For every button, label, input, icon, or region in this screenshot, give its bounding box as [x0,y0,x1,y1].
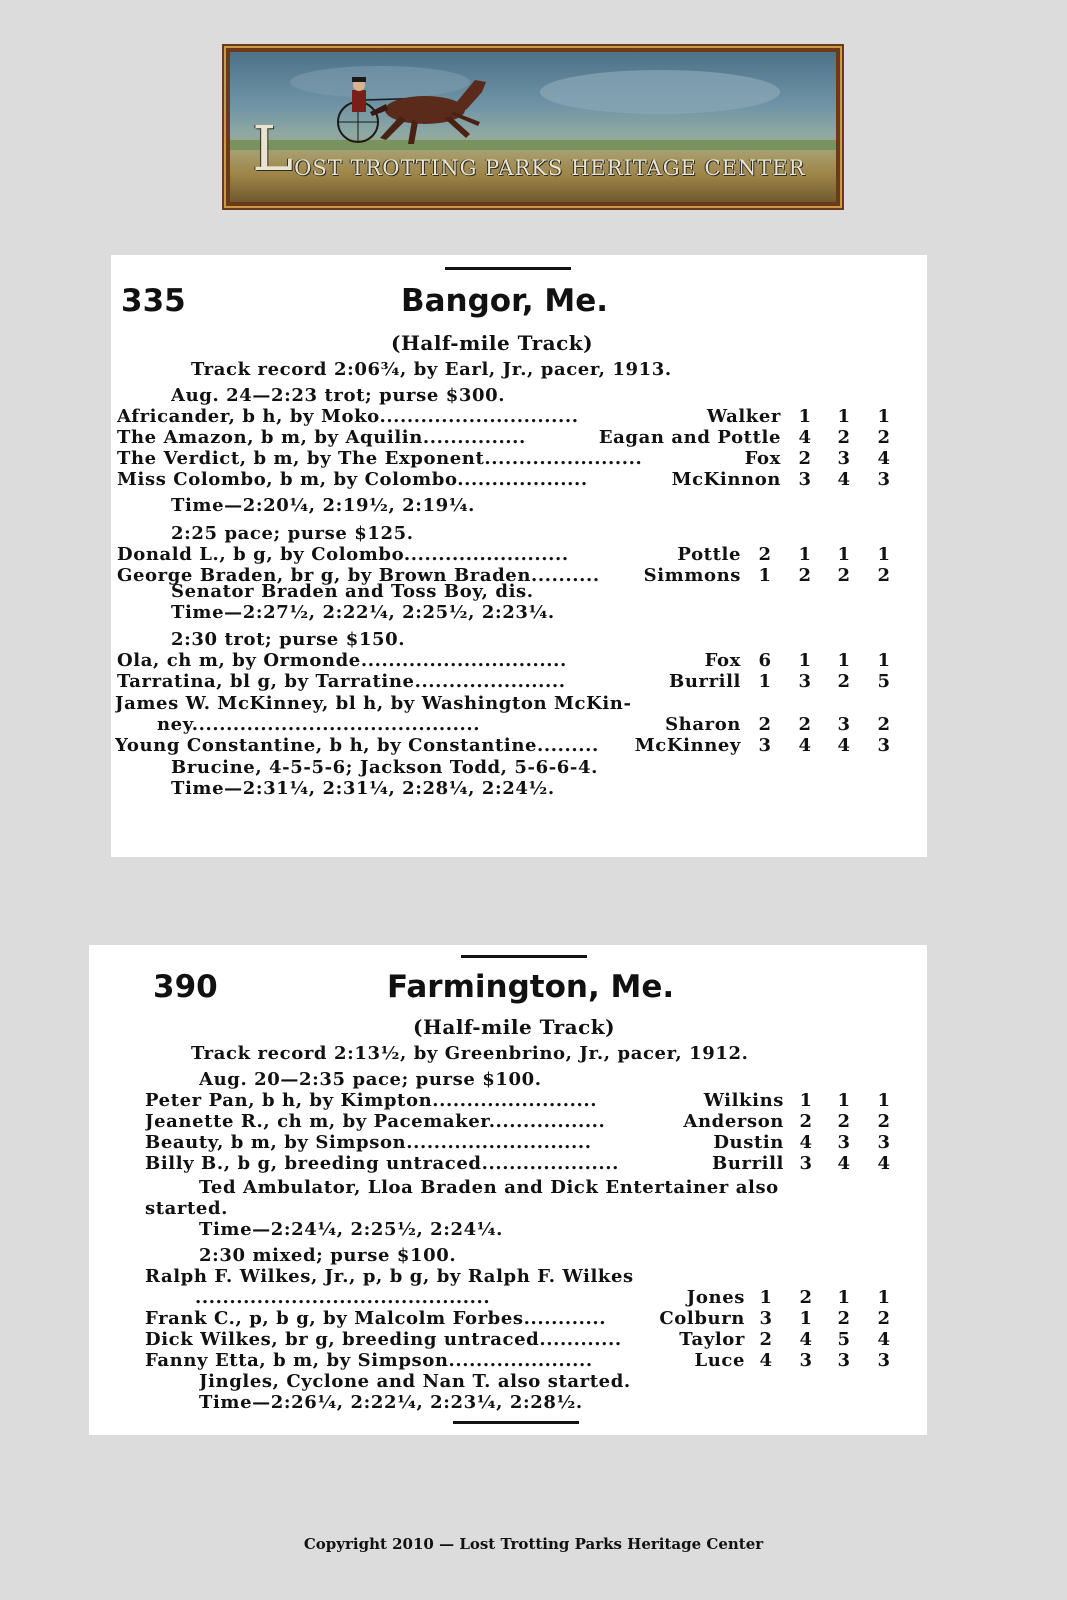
track-type: (Half-mile Track) [391,331,594,355]
heat-placing: 1 [798,650,812,671]
race-time: Time—2:27½, 2:22¼, 2:25½, 2:23¼. [171,602,555,623]
driver-name: McKinney [634,735,741,756]
heat-placing: 4 [799,1132,813,1153]
horse-entry: Billy B., b g, breeding untraced.................... Burrill [145,1153,784,1174]
horse-name: Miss Colombo, b m, by Colombo [117,469,458,490]
farmington-clipping [89,945,927,1435]
heat-placing: 3 [877,1132,891,1153]
horse-name: George Braden, br g, by Brown Braden. [117,565,538,586]
horse-entry: Tarratina, bl g, by Tarratine...................... Burrill [117,671,741,692]
heat-placing: 2 [877,427,891,448]
heat-placing: 1 [877,1287,891,1308]
heat-placing: 3 [798,671,812,692]
heat-placing: 2 [798,565,812,586]
race-result-row [89,1090,927,1111]
heat-placing: 3 [759,1308,773,1329]
entry-city: Farmington, Me. [387,969,675,1005]
horse-name: Jeanette R., ch m, by Pacemaker [145,1111,489,1132]
driver-name: Anderson [683,1111,784,1132]
race-header: 2:30 trot; purse $150. [171,629,406,650]
heat-placing: 1 [799,1308,813,1329]
heat-placing: 3 [877,735,891,756]
banner-title-initial: L [252,112,295,185]
heat-placing: 1 [837,650,851,671]
heat-placing: 4 [798,735,812,756]
horse-name: Frank C., p, b g, by Malcolm Forbes [145,1308,524,1329]
heat-placing: 1 [759,1287,773,1308]
heat-placing: 2 [837,427,851,448]
race-time: Time—2:31¼, 2:31¼, 2:28¼, 2:24½. [171,778,555,799]
race-result-row [111,448,927,469]
heat-placing: 1 [758,671,772,692]
horse-name: Dick Wilkes, br g, breeding untraced [145,1329,540,1350]
heat-placing: 2 [799,1287,813,1308]
race-result-row [111,427,927,448]
horse-entry: The Amazon, b m, by Aquilin............... Eagan and Pottle [117,427,781,448]
race-result-row [89,1111,927,1132]
heat-placing: 1 [798,406,812,427]
track-record: Track record 2:13½, by Greenbrino, Jr., pacer, 1912. [191,1043,749,1064]
race-time: Time—2:26¼, 2:22¼, 2:23¼, 2:28½. [199,1392,583,1413]
heat-placing: 2 [799,1111,813,1132]
heat-placing: 2 [837,1111,851,1132]
track-type: (Half-mile Track) [413,1015,616,1039]
heat-placing: 1 [837,544,851,565]
heat-placing: 4 [798,427,812,448]
race-result-row [111,735,927,756]
banner-title [252,112,806,185]
heat-placing: 1 [799,1090,813,1111]
heat-placing: 2 [877,1308,891,1329]
race-header: 2:25 pace; purse $125. [171,523,414,544]
heat-placing: 2 [837,671,851,692]
horse-name: Donald L., b g, by Colombo [117,544,404,565]
driver-name: Walker [706,406,781,427]
driver-name: Pottle [677,544,741,565]
heat-placing: 5 [877,671,891,692]
banner-title-rest: OST TROTTING PARKS HERITAGE CENTER [294,156,806,180]
top-rule [445,267,571,270]
horse-entry: Ola, ch m, by Ormonde.............................. Fox [117,650,741,671]
horse-entry: Fanny Etta, b m, by Simpson..................... Luce [145,1350,745,1371]
race-result-row [89,1153,927,1174]
heat-placing: 2 [837,565,851,586]
track-record: Track record 2:06¾, by Earl, Jr., pacer, 1913. [191,359,672,380]
entry-number: 390 [153,969,218,1005]
horse-entry: George Braden, br g, by Brown Braden.......... Simmons [117,565,741,586]
horse-entry: Dick Wilkes, br g, breeding untraced............ Taylor [145,1329,745,1350]
driver-name: Fox [704,650,741,671]
heat-placing: 3 [837,1350,851,1371]
horse-line: Ralph F. Wilkes, Jr., p, b g, by Ralph F. Wilkes [145,1266,634,1287]
heat-placing: 3 [798,469,812,490]
horse-entry: Beauty, b m, by Simpson........................... Dustin [145,1132,784,1153]
horse-name: Beauty, b m, by Simpson [145,1132,407,1153]
heat-placing: 3 [877,469,891,490]
horse-entry: The Verdict, b m, by The Exponent....................... Fox [117,448,781,469]
horse-entry: Africander, b h, by Moko............................. Walker [117,406,781,427]
heat-placing: 2 [759,1329,773,1350]
driver-name: McKinnon [671,469,781,490]
horse-name: ney [157,714,192,735]
horse-entry: Jeanette R., ch m, by Pacemaker................. Anderson [145,1111,784,1132]
horse-entry: ........................................... Jones [195,1287,745,1308]
race-result-row [89,1350,927,1371]
heat-placing: 1 [758,565,772,586]
race-note: Jingles, Cyclone and Nan T. also started. [199,1371,631,1392]
bottom-rule [453,1421,579,1424]
heat-placing: 2 [877,1111,891,1132]
race-result-row [89,1132,927,1153]
heat-placing: 5 [837,1329,851,1350]
heat-placing: 3 [758,735,772,756]
heat-placing: 4 [877,1329,891,1350]
driver-name: Simmons [643,565,741,586]
race-note: started. [145,1198,229,1219]
race-time: Time—2:20¼, 2:19½, 2:19¼. [171,495,476,516]
heat-placing: 2 [837,1308,851,1329]
heat-placing: 6 [758,650,772,671]
heat-placing: 2 [798,714,812,735]
race-header: Aug. 20—2:35 pace; purse $100. [199,1069,542,1090]
heat-placing: 1 [877,406,891,427]
driver-name: Taylor [679,1329,745,1350]
heat-placing: 4 [799,1329,813,1350]
entry-number: 335 [121,283,186,319]
heat-placing: 3 [837,714,851,735]
horse-entry: Peter Pan, b h, by Kimpton........................ Wilkins [145,1090,784,1111]
race-note: Ted Ambulator, Lloa Braden and Dick Entertainer also [199,1177,779,1198]
driver-name: Burrill [712,1153,784,1174]
horse-name: Tarratina, bl g, by Tarratine [117,671,415,692]
race-result-row [89,1287,927,1308]
heat-placing: 4 [837,1153,851,1174]
race-header: 2:30 mixed; purse $100. [199,1245,457,1266]
heat-placing: 1 [877,544,891,565]
race-time: Time—2:24¼, 2:25½, 2:24¼. [199,1219,504,1240]
heat-placing: 3 [877,1350,891,1371]
heat-placing: 2 [798,448,812,469]
heat-placing: 3 [837,448,851,469]
horse-line: James W. McKinney, bl h, by Washington McKin- [115,693,632,714]
horse-name: The Verdict, b m, by The Exponent [117,448,485,469]
heat-placing: 1 [837,1287,851,1308]
horse-entry: ney.......................................... Sharon [157,714,741,735]
bangor-clipping [111,255,927,857]
driver-name: Wilkins [703,1090,784,1111]
heat-placing: 1 [798,544,812,565]
race-result-row [111,714,927,735]
top-rule [461,955,587,958]
race-note: Brucine, 4-5-5-6; Jackson Todd, 5-6-6-4. [171,757,598,778]
race-result-row [89,1308,927,1329]
horse-name: Billy B., b g, breeding untraced [145,1153,482,1174]
heat-placing: 1 [837,406,851,427]
heat-placing: 3 [837,1132,851,1153]
heat-placing: 1 [837,1090,851,1111]
horse-entry: Frank C., p, b g, by Malcolm Forbes............ Colburn [145,1308,745,1329]
driver-name: Jones [686,1287,745,1308]
race-note: Senator Braden and Toss Boy, dis. [171,581,534,602]
race-result-row [111,469,927,490]
heat-placing: 1 [877,650,891,671]
driver-name: Colburn [659,1308,745,1329]
heat-placing: 2 [758,544,772,565]
horse-name: Young Constantine, b h, by Constantine. [115,735,544,756]
heat-placing: 4 [877,1153,891,1174]
horse-name: Ola, ch m, by Ormonde [117,650,361,671]
driver-name: Dustin [713,1132,784,1153]
race-result-row [89,1329,927,1350]
horse-entry: Donald L., b g, by Colombo........................ Pottle [117,544,741,565]
horse-entry: Young Constantine, b h, by Constantine......... McKinney [115,735,741,756]
driver-name: Sharon [665,714,741,735]
driver-name: Burrill [669,671,741,692]
entry-city: Bangor, Me. [401,283,609,319]
race-result-row [111,650,927,671]
heat-placing: 4 [837,469,851,490]
horse-name: Africander, b h, by Moko [117,406,380,427]
heat-placing: 4 [837,735,851,756]
race-result-row [111,406,927,427]
driver-name: Eagan and Pottle [598,427,781,448]
heat-placing: 3 [799,1153,813,1174]
heat-placing: 4 [877,448,891,469]
horse-name: The Amazon, b m, by Aquilin [117,427,423,448]
race-header: Aug. 24—2:23 trot; purse $300. [171,385,506,406]
banner [222,44,844,210]
heat-placing: 2 [758,714,772,735]
horse-entry: Miss Colombo, b m, by Colombo................... McKinnon [117,469,781,490]
heat-placing: 4 [759,1350,773,1371]
driver-name: Fox [744,448,781,469]
heat-placing: 2 [877,714,891,735]
copyright-text: Copyright 2010 — Lost Trotting Parks Heritage Center [303,1535,764,1553]
heat-placing: 1 [877,1090,891,1111]
race-result-row [111,671,927,692]
heat-placing: 3 [799,1350,813,1371]
driver-name: Luce [694,1350,745,1371]
horse-name: Fanny Etta, b m, by Simpson [145,1350,449,1371]
horse-name: Peter Pan, b h, by Kimpton [145,1090,433,1111]
heat-placing: 2 [877,565,891,586]
race-result-row [111,544,927,565]
